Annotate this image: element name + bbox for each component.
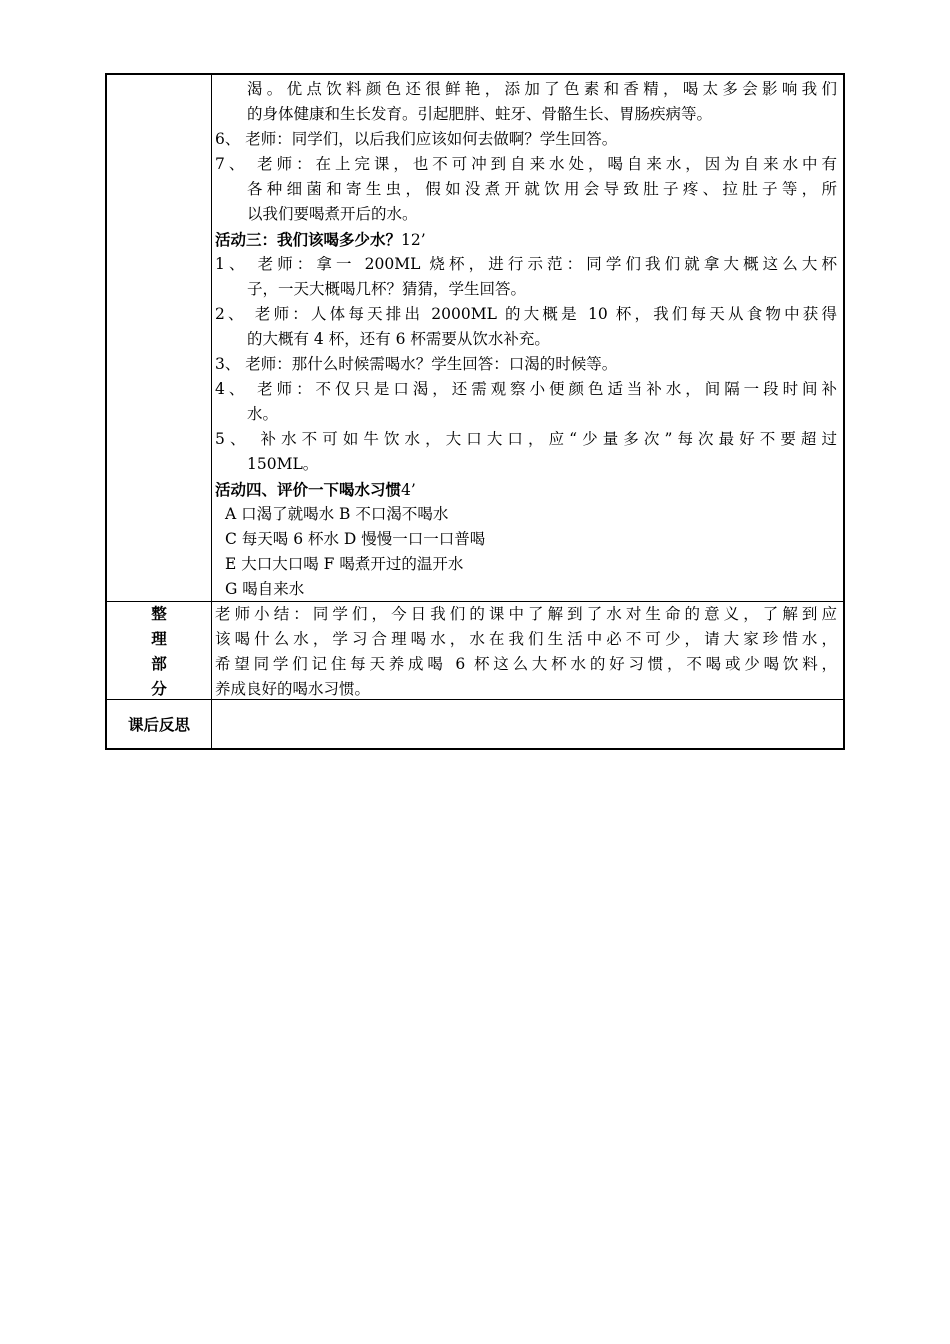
reflection-content bbox=[215, 700, 837, 750]
activity4-heading-text: 活动四、评价一下喝水习惯 bbox=[215, 480, 402, 499]
summary-label-char: 理 bbox=[151, 630, 167, 648]
text-line: 水。 bbox=[247, 405, 279, 423]
summary-line: 养成良好的喝水习惯。 bbox=[215, 680, 371, 698]
reflection-label: 课后反思 bbox=[127, 716, 190, 734]
habit-option-line: E 大口大口喝 F 喝煮开过的温开水 bbox=[225, 555, 464, 573]
activity3-heading-text: 活动三：我们该喝多少水？ bbox=[215, 230, 402, 249]
text-line: 的大概有 4 杯，还有 6 杯需要从饮水补充。 bbox=[247, 330, 550, 348]
summary-label-char: 部 bbox=[151, 655, 167, 673]
text-line: 子，一天大概喝几杯？猜猜，学生回答。 bbox=[247, 280, 527, 298]
summary-section bbox=[215, 602, 837, 702]
text-line: 各种细菌和寄生虫，假如没煮开就饮用会导致肚子疼、拉肚子等，所 bbox=[247, 180, 837, 198]
column-divider bbox=[211, 75, 212, 748]
numbered-item: 1、 老师：拿一 200ML 烧杯，进行示范：同学们我们就拿大概这么大杯 bbox=[215, 255, 837, 273]
activity4-duration: 4’ bbox=[401, 481, 416, 499]
summary-line: 该喝什么水，学习合理喝水，水在我们生活中必不可少，请大家珍惜水， bbox=[215, 630, 837, 648]
habit-option-line: C 每天喝 6 杯水 D 慢慢一口一口普喝 bbox=[225, 530, 486, 548]
numbered-item: 5、 补水不可如牛饮水，大口大口，应“少量多次”每次最好不要超过 bbox=[215, 430, 837, 448]
summary-label bbox=[107, 601, 211, 700]
text-line: 150ML。 bbox=[247, 455, 319, 473]
numbered-item: 6、 老师：同学们，以后我们应该如何去做啊？学生回答。 bbox=[215, 130, 618, 148]
summary-label-char: 整 bbox=[151, 605, 167, 623]
numbered-item: 3、 老师：那什么时候需喝水？学生回答：口渴的时候等。 bbox=[215, 355, 618, 373]
habit-option-line: A 口渴了就喝水 B 不口渴不喝水 bbox=[225, 505, 449, 523]
text-line: 以我们要喝煮开后的水。 bbox=[247, 205, 418, 223]
activity3-heading bbox=[215, 227, 837, 252]
numbered-item: 7、 老师：在上完课，也不可冲到自来水处，喝自来水，因为自来水中有 bbox=[215, 155, 837, 173]
lesson-plan-table bbox=[105, 73, 845, 750]
summary-line: 希望同学们记住每天养成喝 6 杯这么大杯水的好习惯，不喝或少喝饮料， bbox=[215, 655, 837, 673]
numbered-item: 4、 老师：不仅只是口渴，还需观察小便颜色适当补水，间隔一段时间补 bbox=[215, 380, 837, 398]
text-line: 的身体健康和生长发育。引起肥胖、蛀牙、骨骼生长、胃肠疾病等。 bbox=[247, 105, 713, 123]
activity3-duration: 12’ bbox=[401, 231, 426, 249]
numbered-item: 2、 老师：人体每天排出 2000ML 的大概是 10 杯，我们每天从食物中获得 bbox=[215, 305, 837, 323]
activity4-heading bbox=[215, 477, 837, 502]
habit-option-line: G 喝自来水 bbox=[225, 580, 305, 598]
activities-section bbox=[215, 77, 837, 602]
summary-label-char: 分 bbox=[151, 680, 167, 698]
summary-line: 老师小结：同学们，今日我们的课中了解到了水对生命的意义，了解到应 bbox=[215, 605, 837, 623]
text-line: 渴。优点饮料颜色还很鲜艳，添加了色素和香精，喝太多会影响我们 bbox=[247, 80, 837, 98]
